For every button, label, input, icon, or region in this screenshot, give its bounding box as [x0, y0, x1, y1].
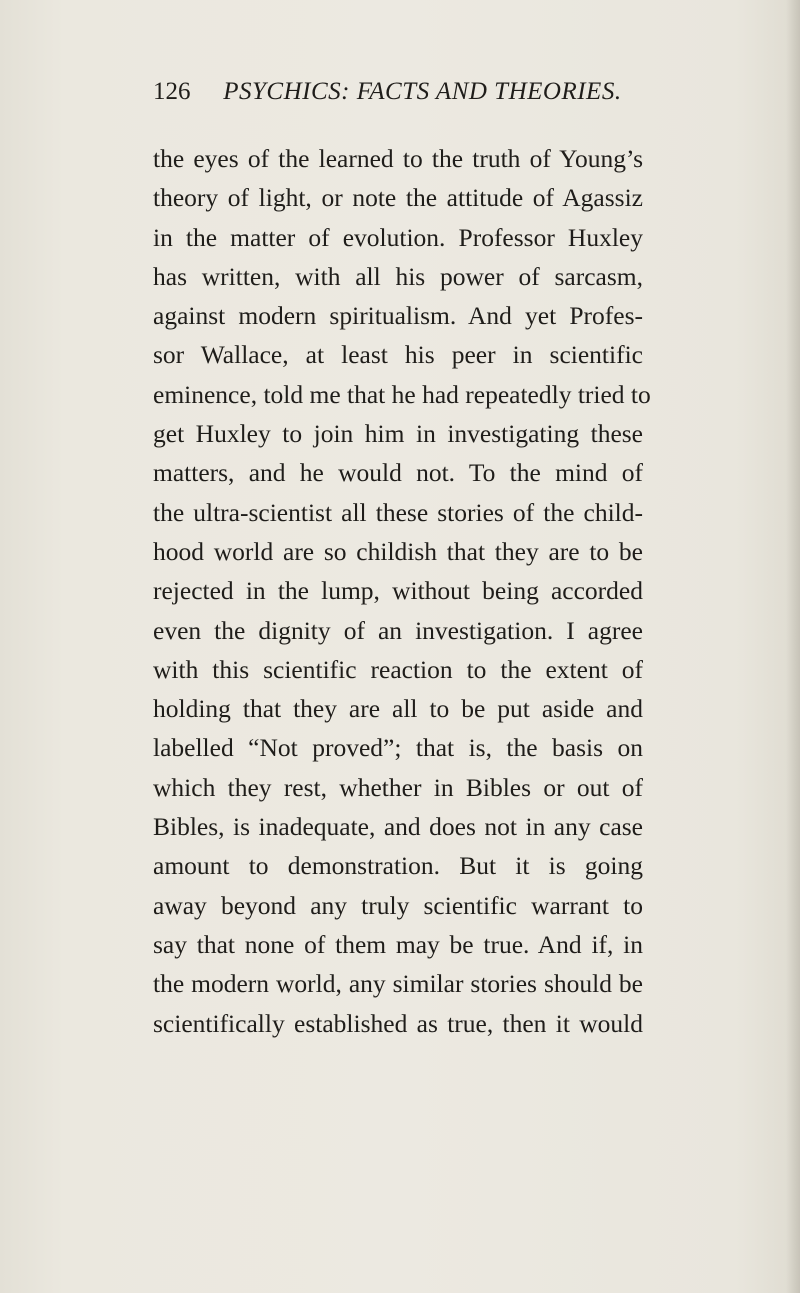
text-line: has written, with all his power of sarcasm,: [153, 261, 643, 291]
text-line: hood world are so childish that they are to be: [153, 536, 643, 566]
text-line: labelled “Not proved”; that is, the basis on: [153, 733, 643, 763]
text-line: even the dignity of an investigation. I agree: [153, 615, 643, 645]
text-line: rejected in the lump, without being accorded: [153, 576, 643, 606]
page-header: [153, 75, 673, 109]
text-line: eminence, told me that he had repeatedly tried to: [153, 379, 651, 409]
text-line: against modern spiritualism. And yet Profes-: [153, 301, 643, 331]
text-line: theory of light, or note the attitude of Agassiz: [153, 183, 643, 213]
text-line: get Huxley to join him in investigating these: [153, 419, 643, 449]
text-line: the eyes of the learned to the truth of Young’s: [153, 144, 643, 173]
text-line: the ultra-scientist all these stories of the child-: [153, 497, 643, 527]
text-line: away beyond any truly scientific warrant to: [153, 890, 643, 920]
text-line: amount to demonstration. But it is going: [153, 851, 643, 881]
text-line: scientifically established as true, then it would: [153, 1008, 643, 1038]
page-number: 126: [153, 78, 191, 105]
text-line: holding that they are all to be put aside and: [153, 694, 643, 724]
body-text: [153, 139, 651, 1043]
text-line: the modern world, any similar stories should be: [153, 969, 643, 999]
text-line: Bibles, is inadequate, and does not in any case: [153, 812, 643, 842]
running-head: PSYCHICS: FACTS AND THEORIES.: [223, 78, 622, 105]
text-line: sor Wallace, at least his peer in scientific: [153, 340, 643, 370]
text-line: in the matter of evolution. Professor Huxley: [153, 222, 643, 252]
text-line: which they rest, whether in Bibles or out of: [153, 772, 643, 802]
text-line: say that none of them may be true. And if, in: [153, 929, 643, 959]
text-line: matters, and he would not. To the mind of: [153, 458, 643, 488]
page-edge-shadow: [786, 0, 800, 1293]
text-line: with this scientific reaction to the extent of: [153, 654, 643, 684]
